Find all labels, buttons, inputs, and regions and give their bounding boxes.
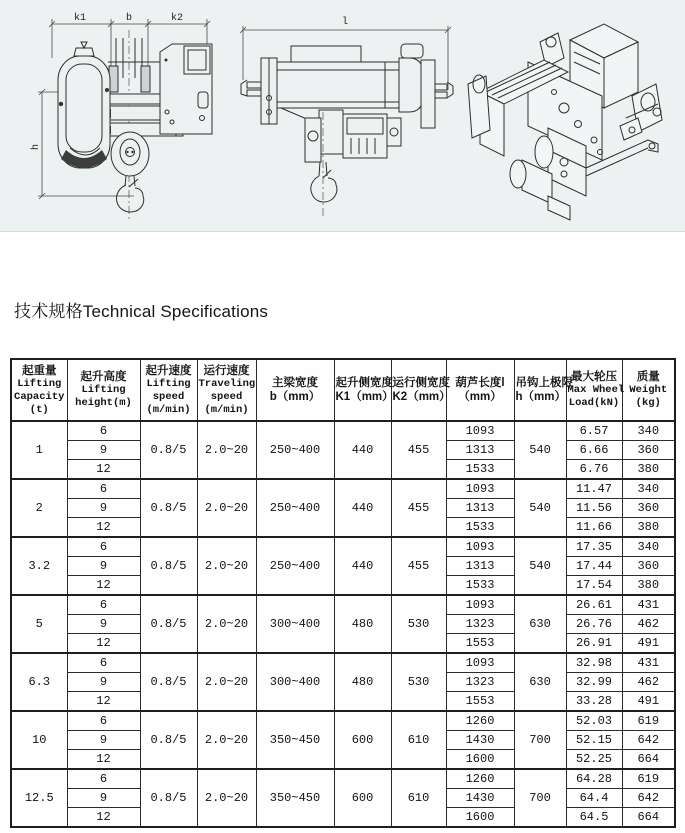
height-cell: 9 [67, 557, 140, 576]
hoist-length-cell: 1093 [446, 421, 514, 441]
drawings-panel [0, 0, 685, 232]
col-header-traveling-speed [197, 359, 256, 421]
height-cell: 9 [67, 441, 140, 460]
k2-cell: 455 [391, 479, 446, 537]
weight-cell: 491 [622, 634, 675, 654]
weight-cell: 664 [622, 750, 675, 770]
isometric-hoist [468, 24, 662, 220]
hoist-length-cell: 1533 [446, 518, 514, 538]
weight-cell: 340 [622, 421, 675, 441]
col-header-lifting-speed [140, 359, 197, 421]
hoist-length-cell: 1533 [446, 460, 514, 480]
wheel-load-cell: 17.35 [566, 537, 622, 557]
wheel-load-cell: 26.61 [566, 595, 622, 615]
spec-row-3.2t-6m [11, 537, 675, 557]
capacity-cell: 1 [11, 421, 67, 479]
col-header-wheel-load [566, 359, 625, 421]
header-line: b（mm） [269, 391, 321, 403]
header-line: Capacity [14, 390, 65, 403]
beam-width-cell: 350~450 [256, 769, 334, 827]
header-line: 运行速度 [203, 364, 250, 377]
hoist-motor-assembly [305, 110, 401, 162]
lifting-speed-cell: 0.8/5 [140, 421, 197, 479]
header-line: Lifting [146, 377, 191, 390]
wheel-load-cell: 52.03 [566, 711, 622, 731]
wheel-load-cell: 26.76 [566, 615, 622, 634]
spec-row-6.3t-6m [11, 653, 675, 673]
col-header-hoist-length [446, 359, 514, 421]
header-line: Lifting [81, 384, 126, 396]
k2-cell: 610 [391, 711, 446, 769]
height-cell: 12 [67, 518, 140, 538]
table-header-row [11, 359, 675, 421]
weight-cell: 380 [622, 460, 675, 480]
lifting-speed-cell: 0.8/5 [140, 711, 197, 769]
height-cell: 9 [67, 499, 140, 518]
hoist-front-view-drawing [12, 0, 227, 228]
height-cell: 12 [67, 692, 140, 712]
header-line: speed [152, 390, 185, 403]
top-cover [291, 46, 361, 64]
col-header-weight [622, 359, 675, 421]
wheel-load-cell: 11.56 [566, 499, 622, 518]
hook-block [111, 132, 149, 212]
capacity-cell: 6.3 [11, 653, 67, 711]
header-line: 质量 [636, 371, 660, 383]
hoist-length-cell: 1313 [446, 557, 514, 576]
header-line: 起升速度 [145, 364, 192, 377]
wheel-load-cell: 52.15 [566, 731, 622, 750]
traveling-speed-cell: 2.0~20 [197, 479, 256, 537]
wheel-load-cell: 32.98 [566, 653, 622, 673]
hoist-length-cell: 1430 [446, 731, 514, 750]
col-header-beam-width [256, 359, 334, 421]
height-cell: 12 [67, 750, 140, 770]
weight-cell: 491 [622, 692, 675, 712]
hook-limit-cell: 700 [514, 711, 566, 769]
wheel-load-cell: 6.57 [566, 421, 622, 441]
header-line: speed [210, 390, 243, 403]
wheel-load-cell: 11.47 [566, 479, 622, 499]
capacity-cell: 5 [11, 595, 67, 653]
header-line: Load(kN) [568, 397, 620, 409]
dim-label-h: h [31, 143, 42, 150]
weight-cell: 664 [622, 808, 675, 828]
traveling-speed-cell: 2.0~20 [197, 653, 256, 711]
header-line: (m/min) [146, 403, 191, 416]
wheel-load-cell: 64.28 [566, 769, 622, 789]
height-cell: 6 [67, 595, 140, 615]
k1-cell: 480 [334, 595, 391, 653]
height-cell: 12 [67, 576, 140, 596]
header-line: (m/min) [204, 403, 249, 416]
wheel-load-cell: 26.91 [566, 634, 622, 654]
traveling-speed-cell: 2.0~20 [197, 537, 256, 595]
height-cell: 12 [67, 634, 140, 654]
hoist-length-cell: 1313 [446, 499, 514, 518]
wheel-load-cell: 11.66 [566, 518, 622, 538]
header-line: 最大轮压 [571, 371, 617, 383]
header-line: 主梁宽度 [272, 377, 318, 389]
weight-cell: 431 [622, 653, 675, 673]
k2-cell: 455 [391, 537, 446, 595]
spec-table [10, 358, 676, 828]
hook-limit-cell: 540 [514, 421, 566, 479]
weight-cell: 360 [622, 441, 675, 460]
wheel-load-cell: 6.66 [566, 441, 622, 460]
hoist-length-cell: 1093 [446, 537, 514, 557]
header-line: 吊钩上极限 [515, 377, 573, 389]
k2-cell: 530 [391, 595, 446, 653]
height-cell: 6 [67, 537, 140, 557]
hoist-length-cell: 1600 [446, 808, 514, 828]
lifting-speed-cell: 0.8/5 [140, 769, 197, 827]
spec-row-10t-6m [11, 711, 675, 731]
header-line: (t) [29, 403, 49, 416]
height-cell: 9 [67, 789, 140, 808]
capacity-cell: 12.5 [11, 769, 67, 827]
k2-cell: 530 [391, 653, 446, 711]
hook-limit-cell: 700 [514, 769, 566, 827]
hoist-side-view-drawing [233, 0, 458, 228]
header-line: Lifting [17, 377, 62, 390]
capacity-cell: 3.2 [11, 537, 67, 595]
dim-label-l: l [341, 17, 349, 28]
height-cell: 9 [67, 673, 140, 692]
wheel-load-cell: 17.54 [566, 576, 622, 596]
weight-cell: 380 [622, 518, 675, 538]
wheel-load-cell: 52.25 [566, 750, 622, 770]
beam-width-cell: 250~400 [256, 537, 334, 595]
spec-row-2t-6m [11, 479, 675, 499]
hoist-length-cell: 1600 [446, 750, 514, 770]
height-cell: 6 [67, 769, 140, 789]
weight-cell: 360 [622, 557, 675, 576]
height-cell: 6 [67, 479, 140, 499]
header-line: 起升高度 [80, 371, 127, 383]
dim-label-k1: k1 [73, 13, 87, 24]
beam-width-cell: 250~400 [256, 421, 334, 479]
wheel-load-cell: 6.76 [566, 460, 622, 480]
height-cell: 9 [67, 731, 140, 750]
hoist-length-cell: 1260 [446, 769, 514, 789]
traveling-speed-cell: 2.0~20 [197, 711, 256, 769]
col-header-height [67, 359, 140, 421]
height-cell: 9 [67, 615, 140, 634]
spec-row-12.5t-6m [11, 769, 675, 789]
k1-cell: 440 [334, 479, 391, 537]
k2-cell: 455 [391, 421, 446, 479]
header-line: Traveling [198, 377, 256, 390]
header-line: 起升侧宽度 [335, 377, 393, 389]
hoist-housing [58, 42, 110, 168]
hoist-length-cell: 1323 [446, 673, 514, 692]
header-line: 起重量 [22, 364, 57, 377]
hoist-length-cell: 1533 [446, 576, 514, 596]
header-line: h（mm） [515, 391, 566, 403]
wheel-load-cell: 17.44 [566, 557, 622, 576]
page-title: 技术规格Technical Specifications [14, 302, 269, 321]
k1-cell: 480 [334, 653, 391, 711]
hoist-length-cell: 1093 [446, 479, 514, 499]
hook-limit-cell: 630 [514, 653, 566, 711]
k2-cell: 610 [391, 769, 446, 827]
hoist-length-cell: 1323 [446, 615, 514, 634]
height-cell: 6 [67, 653, 140, 673]
weight-cell: 340 [622, 479, 675, 499]
beam-width-cell: 350~450 [256, 711, 334, 769]
lifting-speed-cell: 0.8/5 [140, 653, 197, 711]
beam-width-cell: 300~400 [256, 653, 334, 711]
header-line: 运行侧宽度 [392, 377, 450, 389]
weight-cell: 642 [622, 731, 675, 750]
trolley-side-plate [160, 44, 212, 134]
hoist-length-cell: 1093 [446, 653, 514, 673]
lifting-speed-cell: 0.8/5 [140, 595, 197, 653]
hook-limit-cell: 540 [514, 537, 566, 595]
traveling-speed-cell: 2.0~20 [197, 421, 256, 479]
traveling-speed-cell: 2.0~20 [197, 595, 256, 653]
wheel-load-cell: 33.28 [566, 692, 622, 712]
traveling-speed-cell: 2.0~20 [197, 769, 256, 827]
wheel-load-cell: 64.5 [566, 808, 622, 828]
height-cell: 6 [67, 421, 140, 441]
weight-cell: 619 [622, 769, 675, 789]
header-line: K2（mm） [392, 391, 451, 403]
weight-cell: 619 [622, 711, 675, 731]
flange-clamp-right [141, 66, 150, 92]
header-line: 葫芦长度l [455, 377, 505, 389]
header-line: Weight [629, 384, 668, 396]
weight-cell: 360 [622, 499, 675, 518]
dim-label-k2: k2 [170, 13, 184, 24]
hook-limit-cell: 540 [514, 479, 566, 537]
k1-cell: 600 [334, 769, 391, 827]
hoist-length-cell: 1313 [446, 441, 514, 460]
header-line: （mm） [458, 391, 502, 403]
hoist-isometric-drawing [452, 0, 682, 228]
height-cell: 12 [67, 460, 140, 480]
beam-width-cell: 300~400 [256, 595, 334, 653]
hook-limit-cell: 630 [514, 595, 566, 653]
spec-row-5t-6m [11, 595, 675, 615]
col-header-hook-limit [514, 359, 573, 421]
col-header-k1 [334, 359, 394, 421]
weight-cell: 642 [622, 789, 675, 808]
lifting-speed-cell: 0.8/5 [140, 537, 197, 595]
col-header-k2 [391, 359, 451, 421]
dim-label-b: b [125, 13, 133, 24]
weight-cell: 431 [622, 595, 675, 615]
weight-cell: 462 [622, 673, 675, 692]
hoist-length-cell: 1553 [446, 692, 514, 712]
k1-cell: 600 [334, 711, 391, 769]
header-line: K1（mm） [335, 391, 394, 403]
header-line: height(m) [75, 397, 132, 409]
beam-width-cell: 250~400 [256, 479, 334, 537]
weight-cell: 380 [622, 576, 675, 596]
k1-cell: 440 [334, 537, 391, 595]
hoist-length-cell: 1093 [446, 595, 514, 615]
height-cell: 12 [67, 808, 140, 828]
header-line: Max Wheel [567, 384, 625, 396]
hoist-length-cell: 1553 [446, 634, 514, 654]
capacity-cell: 2 [11, 479, 67, 537]
hoist-length-cell: 1260 [446, 711, 514, 731]
wheel-load-cell: 32.99 [566, 673, 622, 692]
col-header-capacity [11, 359, 67, 421]
lifting-speed-cell: 0.8/5 [140, 479, 197, 537]
spec-row-1t-6m [11, 421, 675, 441]
height-cell: 6 [67, 711, 140, 731]
capacity-cell: 10 [11, 711, 67, 769]
k1-cell: 440 [334, 421, 391, 479]
wheel-load-cell: 64.4 [566, 789, 622, 808]
weight-cell: 462 [622, 615, 675, 634]
hoist-length-cell: 1430 [446, 789, 514, 808]
header-line: (kg) [635, 397, 661, 409]
weight-cell: 340 [622, 537, 675, 557]
